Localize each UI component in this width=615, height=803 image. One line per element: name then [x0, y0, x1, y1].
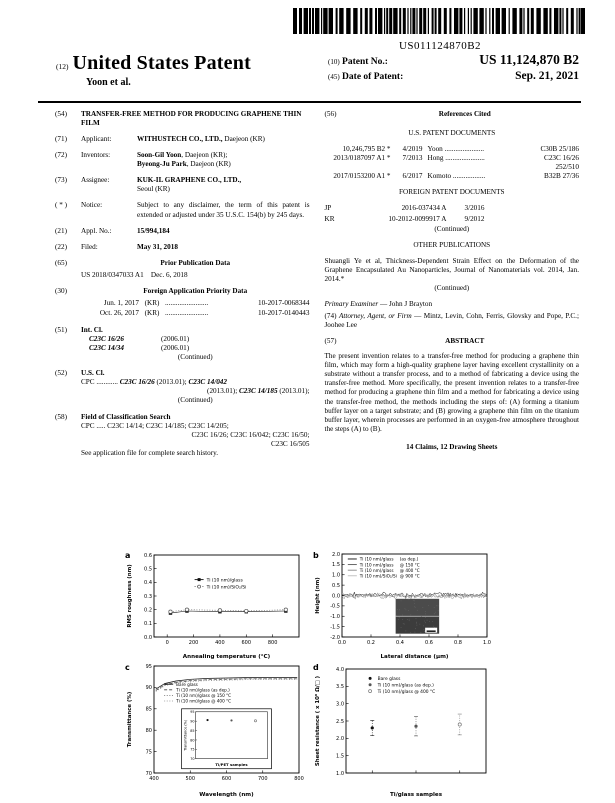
- field-title: (54) TRANSFER-FREE METHOD FOR PRODUCING GRAPHENE THIN FILM: [55, 110, 310, 128]
- figure-panel-c: [124, 661, 308, 799]
- field-assignee: (73) Assignee: KUK-IL GRAPHENE CO., LTD., Seoul (KR): [55, 176, 242, 194]
- svg-text:70: 70: [190, 757, 195, 762]
- svg-text:95: 95: [145, 663, 152, 670]
- svg-text:0.8: 0.8: [454, 640, 462, 646]
- field-us-cl: (52) U.S. Cl. CPC ............ C23C 16/26 (2013.01); C23C 14/042 (2013.01); C23C 14/185 (2013.01); (Continued): [55, 369, 310, 405]
- kind-title: United States Patent: [72, 52, 251, 74]
- field-applicant: (71) Applicant: WITHUSTECH CO., LTD., Daejeon (KR): [55, 135, 265, 144]
- us-doc-row: 10,246,795 B2 * 4/2019 Yoon ...................... C30B 25/186: [342, 145, 579, 154]
- svg-text:Wavelength (nm): Wavelength (nm): [199, 792, 254, 798]
- svg-text:0.0: 0.0: [332, 593, 340, 600]
- other-publications: [325, 257, 580, 293]
- prior-pub-heading: Prior Publication Data: [160, 258, 231, 267]
- svg-text:800: 800: [294, 776, 304, 782]
- svg-text:@ 150 °C: @ 150 °C: [399, 562, 420, 568]
- header: [56, 52, 579, 88]
- svg-text:95: 95: [190, 710, 195, 715]
- svg-text:RMS roughness (nm): RMS roughness (nm): [127, 564, 133, 628]
- svg-text:(as dep.): (as dep.): [399, 556, 419, 562]
- field-int-cl: (51) Int. Cl. C23C 16/26 (2006.01) C23C 14/34 (2006.01) (Continued): [55, 326, 310, 362]
- right-column: [325, 110, 580, 465]
- svg-text:Sheet resistance ( x 10⁶ Ω/□ ): Sheet resistance ( x 10⁶ Ω/□ ): [315, 675, 321, 767]
- us-patent-docs-heading: U.S. PATENT DOCUMENTS: [408, 129, 496, 138]
- svg-text:@ 400 °C: @ 400 °C: [399, 567, 420, 573]
- svg-text:0.0: 0.0: [338, 640, 346, 646]
- priority-row: Oct. 26, 2017 (KR) ........................ 10-2017-0140443: [99, 308, 310, 317]
- svg-text:0.6: 0.6: [425, 640, 433, 646]
- figure-panel-a: [124, 549, 308, 661]
- svg-text:-1.0: -1.0: [330, 614, 340, 621]
- svg-text:1.0: 1.0: [332, 572, 340, 579]
- svg-text:Ti (10 nm)/glass @ 150 °C: Ti (10 nm)/glass @ 150 °C: [176, 693, 232, 699]
- barcode-block: [290, 8, 590, 52]
- svg-text:b: b: [313, 551, 319, 560]
- continued-note: (Continued): [177, 396, 213, 405]
- foreign-priority-heading: Foreign Application Priority Data: [143, 286, 248, 295]
- svg-text:Ti (10 nm)/glass: Ti (10 nm)/glass: [206, 578, 243, 584]
- svg-text:Ti (10 nm)/glass (as dep.): Ti (10 nm)/glass (as dep.): [176, 687, 230, 693]
- svg-text:3.5: 3.5: [336, 684, 344, 691]
- svg-text:Ti (10 nm)/glass @ 400 °C: Ti (10 nm)/glass @ 400 °C: [377, 689, 436, 695]
- patent-date-label: (45) Date of Patent:: [328, 72, 404, 82]
- continued-note: (Continued): [434, 283, 470, 292]
- svg-text:85: 85: [190, 728, 195, 733]
- svg-text:Ti/glass samples: Ti/glass samples: [389, 792, 443, 798]
- svg-text:Ti (10 nm)/SiO₂/Si: Ti (10 nm)/SiO₂/Si: [206, 585, 247, 591]
- header-right: [328, 52, 579, 88]
- svg-text:Ti (10 nm)/glass @ 400 °C: Ti (10 nm)/glass @ 400 °C: [176, 698, 232, 704]
- svg-text:75: 75: [145, 749, 152, 756]
- foreign-doc-row: JP 2016-037434 A 3/2016: [324, 204, 485, 213]
- svg-text:Ti (10 nm)/glass: Ti (10 nm)/glass: [359, 556, 394, 562]
- us-patent-docs: [325, 145, 580, 181]
- us-doc-row: 2013/0187097 A1 * 7/2013 Hong ...................... C23C 16/26: [333, 154, 579, 163]
- patent-number-row: [328, 52, 579, 68]
- barcode-icon: [291, 8, 589, 34]
- references-cited: (56) References Cited: [325, 110, 580, 122]
- us-doc-cls-cont: 252/510: [555, 163, 579, 172]
- svg-text:-0.5: -0.5: [330, 603, 340, 610]
- svg-text:Ti (10 nm)/glass (as dep.): Ti (10 nm)/glass (as dep.): [377, 683, 434, 689]
- svg-text:-2.0: -2.0: [330, 634, 340, 641]
- field-inventors: (72) Inventors: Soon-Gil Yoon, Daejeon (KR); Byeong-Ju Park, Daejeon (KR): [55, 151, 231, 169]
- svg-text:700: 700: [257, 776, 268, 782]
- field-foreign-priority: (30) Foreign Application Priority Data Jun. 1, 2017 (KR) ........................ 10-2017-0068344 Oct. 26, 2017 (KR) ........................ 10-2017-0140443: [55, 286, 310, 317]
- svg-text:80: 80: [190, 738, 195, 743]
- svg-text:Lateral distance (μm): Lateral distance (μm): [380, 654, 449, 660]
- inventor-line: Yoon et al.: [86, 77, 131, 88]
- svg-text:0.6: 0.6: [144, 552, 152, 559]
- svg-text:600: 600: [241, 640, 252, 646]
- svg-text:Transmittance (%): Transmittance (%): [183, 719, 188, 751]
- svg-text:c: c: [125, 663, 130, 672]
- patent-number-value: US 11,124,870 B2: [479, 52, 579, 67]
- svg-text:2.5: 2.5: [336, 718, 344, 725]
- continued-note: (Continued): [434, 224, 470, 233]
- svg-text:0.4: 0.4: [396, 640, 404, 646]
- svg-text:400: 400: [149, 776, 159, 782]
- svg-text:90: 90: [190, 719, 195, 724]
- svg-text:90: 90: [145, 685, 152, 692]
- svg-text:2.0: 2.0: [336, 736, 344, 743]
- drawing-figures: [124, 549, 496, 799]
- field-appl-no: (21) Appl. No.: 15/994,184: [55, 226, 170, 235]
- field-prior-publication: (65) Prior Publication Data US 2018/0347033 A1 Dec. 6, 2018: [55, 259, 310, 280]
- svg-text:Ti (10 nm)/glass: Ti (10 nm)/glass: [359, 567, 394, 573]
- svg-text:0.4: 0.4: [144, 580, 152, 587]
- svg-text:Transmittance (%): Transmittance (%): [127, 691, 133, 748]
- svg-text:a: a: [125, 551, 131, 560]
- other-pub-citation: Shuangli Ye et al, Thickness-Dependent Strain Effect on the Deformation of the Graphene Encapsulated Au Nanoparticles, Journal of Nanomaterials vol. 2014, Jan. 2014.*: [324, 256, 579, 283]
- svg-text:3.0: 3.0: [336, 701, 344, 708]
- svg-text:400: 400: [215, 640, 225, 646]
- kind-code: (12): [56, 62, 69, 71]
- abstract-heading: ABSTRACT: [445, 337, 485, 346]
- svg-text:Ti/PET samples: Ti/PET samples: [215, 762, 248, 768]
- svg-text:0.5: 0.5: [332, 582, 340, 589]
- claims-line: 14 Claims, 12 Drawing Sheets: [406, 442, 498, 451]
- foreign-docs-heading: FOREIGN PATENT DOCUMENTS: [399, 188, 505, 197]
- header-left: [56, 52, 318, 88]
- svg-text:1.5: 1.5: [332, 562, 340, 569]
- other-publications-heading: OTHER PUBLICATIONS: [413, 240, 491, 249]
- barcode-text: US011124870B2: [398, 40, 482, 52]
- svg-text:1.5: 1.5: [336, 753, 344, 760]
- patent-date-value: Sep. 21, 2021: [515, 70, 579, 82]
- primary-examiner: Primary Examiner — John J Brayton: [324, 299, 433, 308]
- patent-number-label: (10) Patent No.:: [328, 57, 388, 67]
- svg-text:0.1: 0.1: [144, 621, 152, 628]
- foreign-doc-row: KR 10-2012-0099917 A 9/2012: [324, 214, 485, 223]
- priority-row: Jun. 1, 2017 (KR) ........................ 10-2017-0068344: [103, 298, 310, 307]
- svg-text:1.0: 1.0: [336, 770, 344, 777]
- svg-text:600: 600: [221, 776, 232, 782]
- svg-text:800: 800: [267, 640, 278, 646]
- svg-text:0.2: 0.2: [367, 640, 375, 646]
- svg-text:500: 500: [185, 776, 196, 782]
- invention-title: TRANSFER-FREE METHOD FOR PRODUCING GRAPHENE THIN FILM: [81, 110, 302, 128]
- svg-text:200: 200: [188, 640, 199, 646]
- svg-text:70: 70: [145, 770, 152, 777]
- field-notice: ( * ) Notice: Subject to any disclaimer, the term of this patent is extended or adjusted under 35 U.S.C. 154(b) by 245 days.: [55, 201, 310, 219]
- abstract-text: The present invention relates to a transfer-free method for producing a graphene thin film, which may form a high-quality graphene layer having excellent crystallinity on a substrate without a transfer process, and to a method of fabricating a device using the transfer-free method. More specifically, the present invention relates to a transfer-free method for producing a graphene thin film and a method for fabricating a device using the transfer-free method, the methods including the steps of: (A) forming a titanium buffer layer on a target substrate; and (B) growing a graphene thin film on the titanium buffer layer, wherein processes are performed in an oxygen-free atmosphere throughout the steps (A) to (B).: [324, 352, 579, 433]
- foreign-docs: [325, 204, 580, 233]
- int-cl-row: C23C 16/26 (2006.01): [89, 335, 190, 344]
- field-classification-search: (58) Field of Classification Search CPC ..... C23C 14/14; C23C 14/185; C23C 14/205; C23C 16/26; C23C 16/042; C23C 16/50; C23C 16/505 See application file for complete search history.: [55, 412, 310, 457]
- figure-panel-b: [312, 549, 496, 661]
- int-cl-row: C23C 14/34 (2006.01): [89, 344, 190, 353]
- svg-text:0: 0: [165, 640, 169, 646]
- patent-date-row: [328, 70, 579, 82]
- document-kind: [56, 52, 318, 75]
- svg-text:2.0: 2.0: [332, 551, 340, 558]
- svg-text:d: d: [313, 663, 319, 672]
- body-columns: [55, 110, 579, 465]
- svg-text:0.0: 0.0: [144, 634, 152, 641]
- attorney-agent-firm: (74) Attorney, Agent, or Firm — Mintz, Levin, Cohn, Ferris, Glovsky and Pope, P.C.; Joohee Lee: [324, 312, 579, 330]
- svg-text:Bare glass: Bare glass: [176, 681, 198, 687]
- continued-note: (Continued): [177, 353, 213, 362]
- svg-text:-1.5: -1.5: [330, 624, 340, 631]
- svg-text:Annealing temperature (°C): Annealing temperature (°C): [182, 654, 271, 660]
- svg-text:75: 75: [190, 747, 195, 752]
- svg-text:@ 900 °C: @ 900 °C: [399, 573, 420, 579]
- svg-text:0.2: 0.2: [144, 607, 152, 614]
- svg-text:Bare glass: Bare glass: [377, 677, 401, 683]
- left-column: [55, 110, 310, 465]
- svg-text:85: 85: [145, 706, 152, 713]
- svg-text:1.0: 1.0: [483, 640, 491, 646]
- field-filed: (22) Filed: May 31, 2018: [55, 242, 178, 251]
- references-heading: References Cited: [438, 110, 491, 118]
- svg-text:Height (nm): Height (nm): [315, 577, 321, 614]
- us-doc-row: 2017/0153200 A1 * 6/2017 Komoto .................. B32B 27/36: [333, 172, 579, 181]
- svg-text:0.5: 0.5: [144, 566, 152, 573]
- abstract-heading-row: (57) ABSTRACT: [325, 337, 580, 349]
- svg-text:4.0: 4.0: [336, 666, 344, 673]
- svg-text:Ti (10 nm)/glass: Ti (10 nm)/glass: [359, 562, 394, 568]
- svg-text:Ti (10 nm)/SiO₂/Si: Ti (10 nm)/SiO₂/Si: [359, 573, 397, 579]
- header-rule: [38, 101, 581, 103]
- figure-panel-d: [312, 661, 496, 799]
- svg-text:80: 80: [145, 728, 152, 734]
- svg-text:0.3: 0.3: [144, 593, 152, 600]
